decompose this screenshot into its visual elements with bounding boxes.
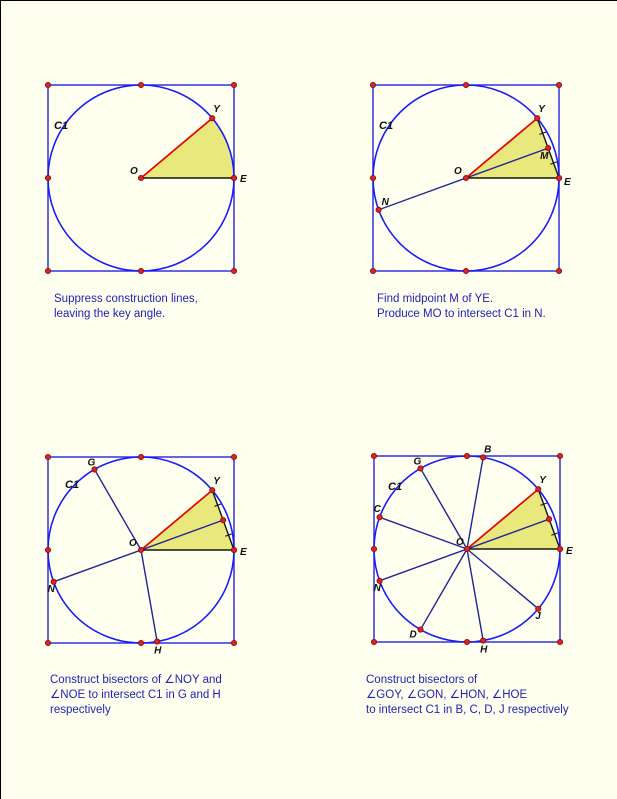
- bisector-OB: [467, 457, 483, 549]
- square-point-dot: [463, 82, 468, 87]
- square-point-dot: [556, 268, 561, 273]
- diagram-step-2: [370, 82, 571, 273]
- point-label-B: B: [484, 444, 492, 456]
- point-dot-E: [556, 175, 561, 180]
- point-label-Y: Y: [539, 475, 546, 487]
- point-label-E: E: [240, 174, 247, 185]
- point-dot-O: [138, 175, 143, 180]
- caption-step-3: [50, 673, 222, 718]
- point-dot-O: [138, 547, 143, 552]
- point-label-E: E: [240, 547, 247, 558]
- bisector-OH: [141, 550, 157, 642]
- point-dot-E: [231, 547, 236, 552]
- caption-line: ∠NOE to intersect C1 in G and H: [50, 689, 221, 701]
- caption-step-1: [54, 292, 198, 322]
- shaded-angle-YOE: [466, 118, 559, 178]
- point-dot-M: [547, 517, 552, 522]
- caption-line: to intersect C1 in B, C, D, J respectively: [366, 704, 569, 716]
- circle-label-C1: C1: [65, 479, 80, 491]
- circle-label-C1: C1: [54, 120, 69, 132]
- point-dot-E: [557, 546, 562, 551]
- point-dot-Y: [210, 116, 215, 121]
- point-label-O: O: [129, 538, 137, 549]
- caption-step-4: [366, 673, 569, 718]
- point-dot-D: [418, 627, 423, 632]
- point-dot-O: [463, 175, 468, 180]
- caption-line: Produce MO to intersect C1 in N.: [377, 308, 546, 320]
- point-label-G: G: [87, 457, 96, 469]
- square-point-dot: [557, 639, 562, 644]
- square-point-dot: [464, 453, 469, 458]
- bisector-OD: [421, 549, 468, 630]
- point-label-Y: Y: [538, 104, 545, 116]
- square-point-dot: [370, 175, 375, 180]
- square-point-dot: [464, 639, 469, 644]
- square-point-dot: [371, 453, 376, 458]
- point-label-N: N: [381, 196, 389, 208]
- point-label-N: N: [47, 583, 55, 595]
- point-label-Y: Y: [213, 476, 220, 488]
- point-label-G: G: [413, 456, 422, 468]
- point-label-N: N: [373, 582, 381, 594]
- square-point-dot: [371, 639, 376, 644]
- square-point-dot: [138, 82, 143, 87]
- point-dot-N: [376, 207, 381, 212]
- square-point-dot: [231, 454, 236, 459]
- point-dot-Y: [210, 488, 215, 493]
- shaded-angle-YOE: [467, 489, 560, 549]
- square-point-dot: [138, 640, 143, 645]
- point-label-O: O: [454, 166, 462, 177]
- point-label-O: O: [130, 166, 138, 177]
- point-dot-C: [377, 515, 382, 520]
- point-dot-H: [155, 639, 160, 644]
- point-dot-H: [481, 638, 486, 643]
- point-label-D: D: [409, 629, 417, 641]
- point-label-Y: Y: [213, 104, 220, 116]
- point-dot-M: [221, 518, 226, 523]
- point-label-J: J: [535, 610, 541, 622]
- caption-line: ∠GOY, ∠GON, ∠HON, ∠HOE: [366, 689, 528, 701]
- point-dot-M: [546, 146, 551, 151]
- square-point-dot: [45, 175, 50, 180]
- square-point-dot: [370, 268, 375, 273]
- caption-line: Suppress construction lines,: [54, 293, 198, 305]
- caption-step-2: [377, 292, 546, 322]
- point-label-C: C: [373, 504, 381, 516]
- point-label-E: E: [566, 546, 573, 557]
- square-point-dot: [370, 82, 375, 87]
- circle-label-C1: C1: [379, 120, 394, 132]
- square-point-dot: [557, 453, 562, 458]
- point-label-M: M: [540, 151, 549, 163]
- shaded-angle-YOE: [141, 118, 234, 178]
- bisector-OJ: [467, 549, 538, 609]
- point-dot-Y: [535, 116, 540, 121]
- point-label-O: O: [456, 537, 464, 548]
- diagram-step-1: [45, 82, 247, 273]
- square-point-dot: [138, 268, 143, 273]
- square-point-dot: [463, 268, 468, 273]
- bisector-OH: [467, 549, 483, 641]
- square-point-dot: [231, 82, 236, 87]
- point-dot-O: [464, 546, 469, 551]
- point-dot-Y: [536, 487, 541, 492]
- caption-line: Construct bisectors of: [366, 674, 478, 686]
- square-point-dot: [371, 546, 376, 551]
- square-point-dot: [231, 640, 236, 645]
- caption-line: leaving the key angle.: [54, 308, 166, 320]
- shaded-angle-YOE: [141, 490, 234, 550]
- point-label-H: H: [154, 645, 162, 657]
- square-point-dot: [556, 82, 561, 87]
- square-point-dot: [231, 268, 236, 273]
- point-label-H: H: [480, 644, 488, 656]
- square-point-dot: [45, 82, 50, 87]
- bisector-OC: [380, 517, 467, 549]
- point-label-E: E: [564, 177, 571, 188]
- point-dot-B: [481, 455, 486, 460]
- point-dot-E: [231, 175, 236, 180]
- square-point-dot: [45, 268, 50, 273]
- caption-line: Construct bisectors of ∠NOY and: [50, 674, 222, 686]
- caption-line: respectively: [50, 704, 111, 716]
- square-point-dot: [45, 547, 50, 552]
- square-point-dot: [138, 454, 143, 459]
- diagram-step-3: [45, 454, 247, 656]
- diagram-step-4: [371, 444, 573, 655]
- circle-label-C1: C1: [388, 481, 403, 493]
- square-point-dot: [45, 454, 50, 459]
- square-point-dot: [45, 640, 50, 645]
- caption-line: Find midpoint M of YE.: [377, 293, 494, 305]
